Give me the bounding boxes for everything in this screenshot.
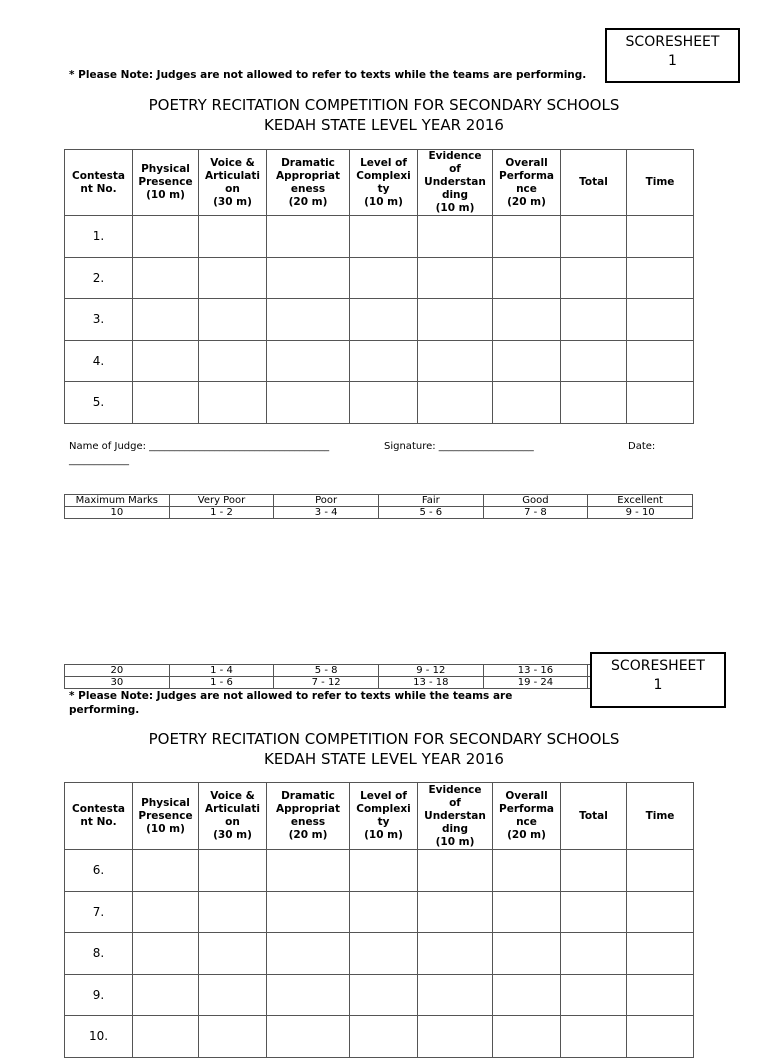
score-cell[interactable] — [199, 974, 267, 1016]
header-evidence-of-understanding: Evidence of Understan ding (10 m) — [418, 150, 493, 216]
score-cell[interactable] — [199, 850, 267, 892]
time-cell[interactable] — [627, 933, 694, 975]
score-cell[interactable] — [418, 257, 493, 299]
table-row — [65, 1016, 694, 1058]
score-cell[interactable] — [350, 974, 418, 1016]
marks-row — [65, 507, 693, 519]
marks-cell: 3 - 4 — [274, 507, 379, 519]
score-cell[interactable] — [350, 933, 418, 975]
marks-cell: 9 - 12 — [378, 665, 483, 677]
total-cell[interactable] — [561, 216, 627, 258]
score-cell[interactable] — [133, 974, 199, 1016]
score-cell[interactable] — [267, 299, 350, 341]
score-cell[interactable] — [493, 340, 561, 382]
score-cell[interactable] — [133, 933, 199, 975]
time-cell[interactable] — [627, 891, 694, 933]
marks-cell: 7 - 12 — [274, 677, 379, 689]
header-total: Total — [561, 150, 627, 216]
marks-cell: 1 - 2 — [169, 507, 274, 519]
table-row — [65, 299, 694, 341]
score-cell[interactable] — [493, 933, 561, 975]
score-cell[interactable] — [133, 1016, 199, 1058]
table-row — [65, 891, 694, 933]
marks-table — [64, 494, 693, 519]
score-cell[interactable] — [418, 382, 493, 424]
marks-cell: 5 - 8 — [274, 665, 379, 677]
score-cell[interactable] — [199, 933, 267, 975]
score-cell[interactable] — [350, 891, 418, 933]
marks-cell: 10 — [65, 507, 170, 519]
table-row — [65, 382, 694, 424]
total-cell[interactable] — [561, 340, 627, 382]
score-cell[interactable] — [493, 974, 561, 1016]
page-title: POETRY RECITATION COMPETITION FOR SECONDARY SCHOOLS — [148, 96, 620, 114]
marks-cell: 7 - 8 — [483, 507, 588, 519]
score-cell[interactable] — [267, 850, 350, 892]
score-cell[interactable] — [267, 974, 350, 1016]
contestant-number: 4. — [65, 340, 133, 382]
contestant-number: 6. — [65, 850, 133, 892]
contestant-number: 5. — [65, 382, 133, 424]
score-cell[interactable] — [493, 1016, 561, 1058]
scoresheet-label: SCORESHEET 1 — [605, 28, 740, 83]
score-cell[interactable] — [350, 850, 418, 892]
score-cell[interactable] — [350, 257, 418, 299]
marks-cell: 5 - 6 — [378, 507, 483, 519]
date-label: Date: — [628, 441, 656, 452]
header-overall-performance: Overall Performa nce (20 m) — [493, 783, 561, 850]
header-physical-presence: Physical Presence (10 m) — [133, 150, 199, 216]
marks-cell: 1 - 4 — [169, 665, 274, 677]
score-cell[interactable] — [133, 891, 199, 933]
contestant-number: 7. — [65, 891, 133, 933]
score-cell[interactable] — [493, 257, 561, 299]
score-cell[interactable] — [199, 257, 267, 299]
page-subtitle-2: KEDAH STATE LEVEL YEAR 2016 — [264, 750, 504, 768]
header-voice-articulation: Voice & Articulati on (30 m) — [199, 150, 267, 216]
total-cell[interactable] — [561, 382, 627, 424]
judges-note: * Please Note: Judges are not allowed to refer to texts while the teams are performing. — [69, 69, 587, 81]
score-cell[interactable] — [493, 216, 561, 258]
score-cell[interactable] — [267, 382, 350, 424]
table-row — [65, 340, 694, 382]
signature-field[interactable]: Signature: ___________________ — [384, 441, 534, 452]
marks-header-excellent: Excellent — [588, 495, 693, 507]
total-cell[interactable] — [561, 891, 627, 933]
score-cell[interactable] — [199, 340, 267, 382]
score-cell[interactable] — [199, 299, 267, 341]
header-voice-articulation: Voice & Articulati on (30 m) — [199, 783, 267, 850]
contestant-number: 1. — [65, 216, 133, 258]
score-cell[interactable] — [493, 891, 561, 933]
score-cell[interactable] — [418, 340, 493, 382]
marks-cell: 30 — [65, 677, 170, 689]
score-table-2 — [64, 782, 694, 1058]
header-total: Total — [561, 783, 627, 850]
marks-cell: 9 - 10 — [588, 507, 693, 519]
time-cell[interactable] — [627, 257, 694, 299]
score-cell[interactable] — [133, 257, 199, 299]
score-cell[interactable] — [267, 216, 350, 258]
score-cell[interactable] — [199, 216, 267, 258]
judges-note-2: * Please Note: Judges are not allowed to refer to texts while the teams are performing. — [69, 690, 513, 716]
score-cell[interactable] — [199, 1016, 267, 1058]
score-cell[interactable] — [133, 340, 199, 382]
table-row — [65, 216, 694, 258]
marks-header-good: Good — [483, 495, 588, 507]
contestant-number: 3. — [65, 299, 133, 341]
marks-cell: 13 - 18 — [378, 677, 483, 689]
header-evidence-of-understanding: Evidence of Understan ding (10 m) — [418, 783, 493, 850]
header-level-of-complexity: Level of Complexi ty (10 m) — [350, 150, 418, 216]
marks-header-maximum: Maximum Marks — [65, 495, 170, 507]
time-cell[interactable] — [627, 1016, 694, 1058]
score-table — [64, 149, 694, 424]
score-cell[interactable] — [493, 299, 561, 341]
total-cell[interactable] — [561, 974, 627, 1016]
table-row — [65, 850, 694, 892]
total-cell[interactable] — [561, 850, 627, 892]
contestant-number: 10. — [65, 1016, 133, 1058]
time-cell[interactable] — [627, 382, 694, 424]
score-cell[interactable] — [418, 933, 493, 975]
score-cell[interactable] — [133, 299, 199, 341]
score-cell[interactable] — [199, 382, 267, 424]
time-cell[interactable] — [627, 850, 694, 892]
marks-header-very-poor: Very Poor — [169, 495, 274, 507]
score-cell[interactable] — [267, 340, 350, 382]
header-contestant-no: Contesta nt No. — [65, 783, 133, 850]
score-cell[interactable] — [418, 1016, 493, 1058]
scoresheet-label-2: SCORESHEET 1 — [590, 652, 726, 708]
score-cell[interactable] — [267, 891, 350, 933]
page-title-2: POETRY RECITATION COMPETITION FOR SECONDARY SCHOOLS — [148, 730, 620, 748]
header-physical-presence: Physical Presence (10 m) — [133, 783, 199, 850]
score-cell[interactable] — [418, 974, 493, 1016]
table-row — [65, 974, 694, 1016]
time-cell[interactable] — [627, 216, 694, 258]
score-cell[interactable] — [267, 257, 350, 299]
score-cell[interactable] — [133, 382, 199, 424]
time-cell[interactable] — [627, 974, 694, 1016]
contestant-number: 9. — [65, 974, 133, 1016]
marks-header-row — [65, 495, 693, 507]
score-cell[interactable] — [350, 299, 418, 341]
marks-header-poor: Poor — [274, 495, 379, 507]
total-cell[interactable] — [561, 257, 627, 299]
score-cell[interactable] — [418, 216, 493, 258]
table-row — [65, 933, 694, 975]
score-cell[interactable] — [350, 382, 418, 424]
score-cell[interactable] — [418, 891, 493, 933]
contestant-number: 8. — [65, 933, 133, 975]
score-cell[interactable] — [267, 933, 350, 975]
date-field[interactable]: ____________ — [69, 455, 129, 466]
score-cell[interactable] — [350, 340, 418, 382]
total-cell[interactable] — [561, 299, 627, 341]
header-time: Time — [627, 783, 694, 850]
header-level-of-complexity: Level of Complexi ty (10 m) — [350, 783, 418, 850]
marks-header-fair: Fair — [378, 495, 483, 507]
score-cell[interactable] — [418, 850, 493, 892]
header-time: Time — [627, 150, 694, 216]
score-cell[interactable] — [418, 299, 493, 341]
total-cell[interactable] — [561, 1016, 627, 1058]
score-cell[interactable] — [493, 382, 561, 424]
header-dramatic-appropriateness: Dramatic Appropriat eness (20 m) — [267, 783, 350, 850]
time-cell[interactable] — [627, 340, 694, 382]
score-cell[interactable] — [350, 216, 418, 258]
total-cell[interactable] — [561, 933, 627, 975]
time-cell[interactable] — [627, 299, 694, 341]
marks-cell: 1 - 6 — [169, 677, 274, 689]
score-cell[interactable] — [133, 216, 199, 258]
judge-name-field[interactable]: Name of Judge: ____________________________________ — [69, 441, 330, 452]
header-contestant-no: Contesta nt No. — [65, 150, 133, 216]
header-overall-performance: Overall Performa nce (20 m) — [493, 150, 561, 216]
marks-cell: 13 - 16 — [483, 665, 588, 677]
marks-cell: 19 - 24 — [483, 677, 588, 689]
marks-cell: 20 — [65, 665, 170, 677]
score-cell[interactable] — [199, 891, 267, 933]
header-dramatic-appropriateness: Dramatic Appropriat eness (20 m) — [267, 150, 350, 216]
score-cell[interactable] — [350, 1016, 418, 1058]
score-cell[interactable] — [133, 850, 199, 892]
score-cell[interactable] — [267, 1016, 350, 1058]
contestant-number: 2. — [65, 257, 133, 299]
table-row — [65, 257, 694, 299]
page-subtitle: KEDAH STATE LEVEL YEAR 2016 — [264, 116, 504, 134]
score-cell[interactable] — [493, 850, 561, 892]
